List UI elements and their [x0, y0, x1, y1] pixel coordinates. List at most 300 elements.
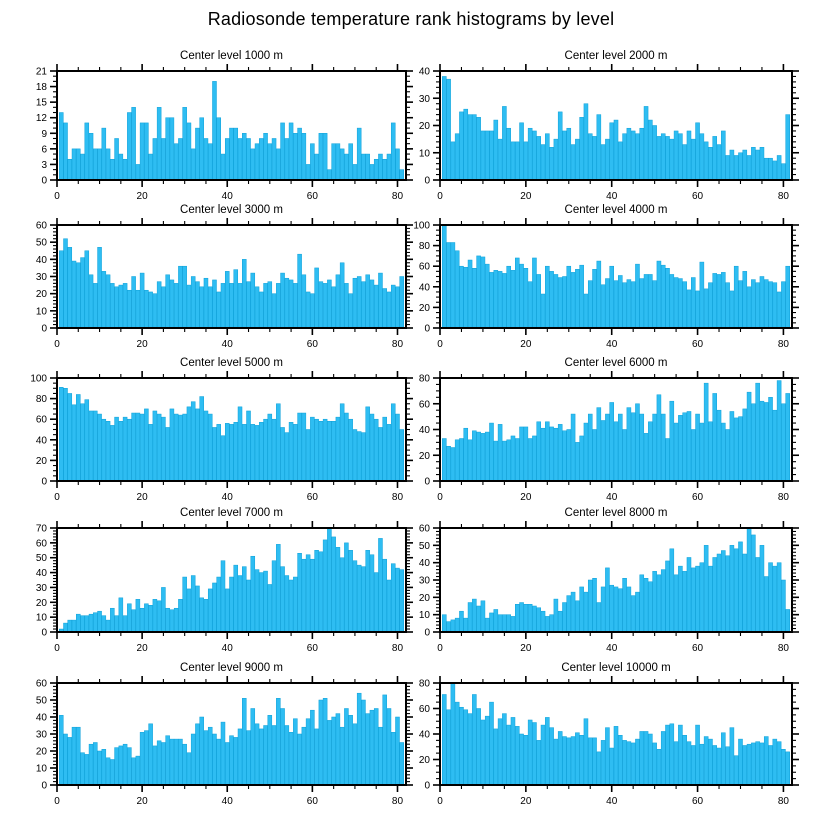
histogram-bar — [119, 154, 123, 180]
y-tick-label: 60 — [418, 399, 430, 411]
histogram-bar — [234, 422, 238, 481]
histogram-bar — [259, 729, 263, 785]
histogram-bar — [68, 737, 72, 785]
histogram-bar — [635, 134, 639, 180]
histogram-bar — [259, 422, 263, 481]
histogram-bar — [653, 126, 657, 181]
x-tick-label: 40 — [606, 339, 618, 350]
histogram-bar — [242, 424, 246, 481]
histogram-bar — [225, 743, 229, 786]
histogram-bar — [683, 282, 687, 328]
histogram-bar — [110, 283, 114, 328]
histogram-bar — [387, 709, 391, 786]
histogram-bar — [558, 611, 562, 632]
histogram-bar — [717, 554, 721, 632]
histogram-bar — [174, 144, 178, 180]
histogram-bar — [743, 745, 747, 785]
histogram-bar — [575, 442, 579, 481]
histogram-bar — [195, 724, 199, 785]
histogram-bar — [747, 155, 751, 180]
histogram-bar — [221, 436, 225, 481]
histogram-bar — [764, 158, 768, 180]
histogram-bar — [580, 587, 584, 632]
histogram-bar — [786, 752, 790, 785]
histogram-bar — [777, 381, 781, 481]
y-tick-label: 20 — [35, 746, 47, 758]
histogram-bar — [773, 410, 777, 481]
histogram-bar — [708, 566, 712, 632]
histogram-bar — [81, 154, 85, 180]
histogram-bar — [442, 225, 446, 328]
histogram-bar — [268, 584, 272, 632]
x-tick-label: 20 — [136, 492, 148, 503]
histogram-bar — [178, 739, 182, 785]
histogram-bar — [734, 418, 738, 481]
subplot-title: Center level 8000 m — [564, 507, 668, 519]
histogram-bar — [481, 433, 485, 481]
histogram-bar — [550, 728, 554, 785]
histogram-bar — [459, 707, 463, 785]
histogram-bar — [332, 717, 336, 785]
histogram-bar — [370, 555, 374, 632]
histogram-bar — [344, 543, 348, 632]
histogram-bar — [200, 598, 204, 632]
histogram-bar — [166, 275, 170, 328]
y-tick-label: 18 — [35, 82, 47, 94]
histogram-bar — [468, 115, 472, 180]
x-tick-label: 80 — [391, 492, 404, 503]
histogram-bar — [464, 618, 468, 632]
histogram-bar — [769, 563, 773, 632]
histogram-bar — [102, 616, 106, 632]
histogram-bar — [255, 144, 259, 180]
x-tick-label: 20 — [136, 191, 148, 202]
histogram-bar — [64, 239, 68, 328]
histogram-bar — [157, 282, 161, 328]
y-tick-label: 40 — [418, 729, 430, 741]
histogram-bar — [332, 287, 336, 328]
histogram-bar — [786, 115, 790, 180]
histogram-bar — [459, 112, 463, 180]
histogram-bar — [153, 746, 157, 785]
histogram-bar — [323, 283, 327, 328]
histogram-bar — [157, 414, 161, 481]
histogram-panel-4 — [413, 204, 799, 350]
histogram-bar — [584, 294, 588, 328]
histogram-bar — [340, 558, 344, 632]
histogram-bar — [481, 257, 485, 328]
histogram-bar — [502, 106, 506, 180]
histogram-bar — [127, 748, 131, 785]
histogram-bar — [195, 586, 199, 632]
histogram-bar — [477, 256, 481, 328]
histogram-bar — [272, 294, 276, 328]
histogram-bar — [575, 601, 579, 632]
y-tick-label: 40 — [35, 435, 47, 447]
histogram-bar — [366, 714, 370, 785]
histogram-bar — [485, 131, 489, 180]
y-tick-label: 40 — [418, 282, 430, 294]
histogram-bar — [777, 292, 781, 328]
histogram-bar — [511, 142, 515, 180]
histogram-bar — [704, 289, 708, 328]
histogram-bar — [665, 725, 669, 785]
histogram-bar — [588, 134, 592, 180]
histogram-bar — [631, 413, 635, 481]
x-tick-label: 0 — [437, 492, 443, 503]
histogram-bar — [528, 439, 532, 481]
histogram-bar — [498, 424, 502, 481]
histogram-bar — [344, 283, 348, 328]
histogram-bar — [644, 578, 648, 632]
y-tick-label: 40 — [418, 558, 430, 570]
histogram-bar — [93, 613, 97, 632]
histogram-bar — [93, 743, 97, 786]
histogram-bar — [734, 756, 738, 785]
histogram-bar — [515, 142, 519, 180]
histogram-bar — [310, 294, 314, 328]
histogram-bar — [119, 746, 123, 785]
histogram-bar — [136, 756, 140, 785]
histogram-bar — [204, 411, 208, 481]
histogram-bar — [520, 734, 524, 785]
x-tick-label: 20 — [520, 492, 532, 503]
histogram-bar — [674, 742, 678, 785]
histogram-bar — [293, 133, 297, 180]
histogram-bar — [455, 702, 459, 785]
histogram-bar — [532, 606, 536, 632]
histogram-bar — [674, 278, 678, 328]
histogram-bar — [81, 616, 85, 632]
histogram-bar — [208, 589, 212, 632]
histogram-bar — [670, 401, 674, 481]
histogram-bar — [704, 737, 708, 785]
histogram-bar — [687, 411, 691, 481]
histogram-bar — [323, 133, 327, 180]
histogram-bar — [264, 571, 268, 632]
histogram-bar — [357, 432, 361, 481]
histogram-bar — [191, 402, 195, 481]
histogram-bar — [166, 608, 170, 632]
histogram-bar — [110, 608, 114, 632]
histogram-bar — [614, 726, 618, 785]
histogram-bar — [276, 404, 280, 481]
histogram-bar — [451, 620, 455, 632]
histogram-bar — [760, 743, 764, 785]
y-tick-label: 0 — [424, 476, 430, 488]
histogram-bar — [85, 251, 89, 328]
histogram-bar — [140, 123, 144, 180]
histogram-bar — [357, 565, 361, 632]
histogram-bar — [618, 142, 622, 180]
histogram-bar — [361, 700, 365, 785]
histogram-bar — [285, 576, 289, 632]
histogram-bar — [472, 115, 476, 180]
histogram-bar — [251, 709, 255, 786]
histogram-bar — [464, 710, 468, 785]
histogram-bar — [89, 275, 93, 328]
histogram-bar — [110, 159, 114, 180]
histogram-bar — [554, 139, 558, 180]
y-tick-label: 0 — [41, 175, 47, 187]
histogram-bar — [336, 275, 340, 328]
y-tick-label: 12 — [35, 113, 47, 125]
histogram-bar — [605, 414, 609, 481]
histogram-bar — [567, 738, 571, 785]
histogram-bar — [721, 272, 725, 328]
histogram-bar — [298, 254, 302, 328]
histogram-bar — [584, 719, 588, 785]
histogram-bar — [315, 268, 319, 328]
histogram-bar — [183, 744, 187, 785]
histogram-bar — [764, 737, 768, 785]
x-tick-label: 40 — [606, 492, 618, 503]
histogram-bar — [127, 604, 131, 632]
x-tick-label: 60 — [306, 191, 318, 202]
histogram-bar — [225, 138, 229, 180]
histogram-bar — [786, 393, 790, 481]
histogram-bar — [387, 154, 391, 180]
x-tick-label: 80 — [391, 796, 404, 807]
histogram-bar — [391, 404, 395, 481]
histogram-bar — [726, 747, 730, 785]
histogram-bar — [153, 599, 157, 632]
histogram-bar — [472, 599, 476, 632]
histogram-bar — [524, 268, 528, 328]
y-tick-label: 20 — [418, 755, 430, 766]
histogram-bar — [623, 134, 627, 180]
histogram-bar — [349, 419, 353, 481]
y-tick-label: 0 — [41, 323, 47, 335]
histogram-bar — [674, 131, 678, 180]
histogram-bar — [204, 731, 208, 785]
histogram-bar — [264, 726, 268, 786]
y-tick-label: 20 — [418, 450, 430, 462]
histogram-bar — [191, 149, 195, 180]
x-tick-label: 80 — [777, 796, 789, 807]
histogram-bar — [123, 417, 127, 481]
histogram-bar — [455, 618, 459, 632]
y-tick-label: 50 — [35, 237, 47, 249]
histogram-bar — [575, 269, 579, 328]
histogram-bar — [717, 410, 721, 481]
histogram-bar — [187, 407, 191, 481]
histogram-bar — [72, 261, 76, 328]
x-tick-label: 40 — [606, 643, 618, 654]
histogram-bar — [541, 145, 545, 180]
histogram-bar — [734, 549, 738, 632]
histogram-bar — [554, 428, 558, 481]
histogram-bar — [191, 576, 195, 632]
histogram-bar — [738, 153, 742, 180]
histogram-bar — [157, 601, 161, 632]
histogram-bar — [323, 419, 327, 481]
histogram-bar — [144, 123, 148, 180]
histogram-bar — [59, 387, 63, 481]
histogram-bar — [550, 427, 554, 481]
histogram-bar — [507, 615, 511, 632]
histogram-bar — [781, 282, 785, 328]
histogram-bar — [259, 292, 263, 328]
histogram-bar — [98, 247, 102, 328]
histogram-bar — [166, 736, 170, 785]
histogram-bar — [132, 277, 136, 329]
histogram-bar — [302, 413, 306, 481]
histogram-bar — [665, 561, 669, 632]
histogram-bar — [769, 745, 773, 785]
histogram-bar — [734, 155, 738, 180]
y-tick-label: 10 — [418, 148, 430, 160]
histogram-bar — [472, 694, 476, 785]
histogram-bar — [528, 282, 532, 328]
histogram-bar — [306, 719, 310, 785]
x-tick-label: 20 — [520, 796, 532, 807]
histogram-bar — [123, 159, 127, 180]
histogram-bar — [281, 427, 285, 481]
x-tick-label: 80 — [777, 191, 789, 202]
histogram-bar — [374, 573, 378, 632]
histogram-bar — [366, 407, 370, 481]
histogram-bar — [370, 710, 374, 785]
histogram-bar — [507, 725, 511, 785]
histogram-bar — [545, 717, 549, 785]
histogram-bar — [528, 128, 532, 180]
y-tick-label: 30 — [35, 272, 47, 283]
histogram-bar — [674, 423, 678, 481]
histogram-bar — [584, 423, 588, 481]
histogram-bar — [580, 735, 584, 785]
histogram-bar — [730, 545, 734, 632]
histogram-bar — [149, 292, 153, 328]
histogram-bar — [661, 731, 665, 785]
histogram-bar — [208, 144, 212, 180]
histogram-bar — [212, 583, 216, 632]
histogram-bar — [293, 577, 297, 632]
histogram-bar — [72, 620, 76, 632]
histogram-bar — [183, 266, 187, 328]
histogram-bar — [76, 149, 80, 180]
histogram-bar — [64, 623, 68, 632]
histogram-bar — [391, 732, 395, 785]
histogram-bar — [468, 440, 472, 481]
histogram-bar — [726, 430, 730, 482]
histogram-bar — [627, 280, 631, 328]
histogram-bar — [212, 280, 216, 328]
histogram-bar — [383, 559, 387, 632]
histogram-bar — [756, 383, 760, 481]
histogram-bar — [524, 735, 528, 785]
histogram-bar — [593, 430, 597, 482]
histogram-bar — [115, 616, 119, 632]
histogram-bar — [170, 409, 174, 481]
histogram-bar — [161, 138, 165, 180]
x-tick-label: 80 — [777, 643, 789, 654]
histogram-bar — [623, 578, 627, 632]
histogram-bar — [477, 606, 481, 632]
histogram-bar — [289, 123, 293, 180]
histogram-bar — [178, 266, 182, 328]
histogram-bar — [268, 144, 272, 180]
histogram-bar — [618, 414, 622, 481]
histogram-bar — [567, 596, 571, 632]
histogram-bar — [717, 145, 721, 180]
histogram-bar — [238, 576, 242, 632]
y-tick-label: 20 — [418, 121, 430, 132]
x-tick-label: 40 — [221, 339, 233, 350]
histogram-bar — [623, 283, 627, 328]
histogram-bar — [708, 422, 712, 481]
histogram-bar — [238, 283, 242, 328]
histogram-bar — [378, 273, 382, 328]
histogram-bar — [106, 421, 110, 481]
histogram-bar — [204, 278, 208, 328]
histogram-bar — [268, 414, 272, 481]
histogram-bar — [640, 279, 644, 328]
histogram-bar — [140, 608, 144, 632]
histogram-bar — [648, 422, 652, 481]
y-tick-label: 60 — [35, 538, 47, 550]
histogram-bar — [756, 742, 760, 785]
histogram-bar — [593, 136, 597, 180]
histogram-bar — [687, 290, 691, 328]
histogram-bar — [144, 604, 148, 632]
histogram-bar — [670, 724, 674, 785]
histogram-bar — [400, 277, 404, 329]
histogram-bar — [336, 417, 340, 481]
histogram-bar — [315, 729, 319, 785]
histogram-bar — [374, 419, 378, 481]
x-tick-label: 40 — [221, 643, 233, 654]
histogram-bar — [494, 120, 498, 180]
histogram-bar — [102, 271, 106, 328]
histogram-bar — [161, 743, 165, 786]
histogram-bar — [593, 738, 597, 785]
histogram-bar — [567, 266, 571, 328]
subplot-title: Center level 4000 m — [564, 204, 668, 216]
histogram-bar — [64, 123, 68, 180]
y-tick-label: 20 — [418, 592, 430, 604]
histogram-bar — [713, 557, 717, 632]
y-tick-label: 30 — [35, 729, 47, 741]
histogram-bar — [442, 694, 446, 785]
histogram-bar — [281, 709, 285, 786]
histogram-bar — [272, 726, 276, 786]
histogram-bar — [187, 285, 191, 328]
histogram-bar — [310, 417, 314, 481]
histogram-bar — [110, 760, 114, 786]
histogram-bar — [170, 610, 174, 632]
x-tick-label: 0 — [437, 191, 443, 202]
histogram-bar — [489, 131, 493, 180]
y-tick-label: 0 — [424, 175, 430, 187]
histogram-bar — [627, 408, 631, 481]
histogram-bar — [327, 421, 331, 481]
histogram-bar — [691, 430, 695, 482]
x-tick-label: 0 — [437, 796, 443, 807]
histogram-bar — [751, 404, 755, 481]
histogram-bar — [332, 421, 336, 481]
x-tick-label: 60 — [306, 643, 318, 654]
histogram-bar — [489, 613, 493, 632]
histogram-panel-9 — [36, 662, 413, 807]
y-tick-label: 6 — [41, 144, 47, 156]
histogram-bar — [102, 128, 106, 180]
histogram-bar — [618, 735, 622, 785]
histogram-bar — [242, 133, 246, 180]
histogram-bar — [106, 149, 110, 180]
histogram-bar — [704, 545, 708, 632]
histogram-bar — [366, 154, 370, 180]
